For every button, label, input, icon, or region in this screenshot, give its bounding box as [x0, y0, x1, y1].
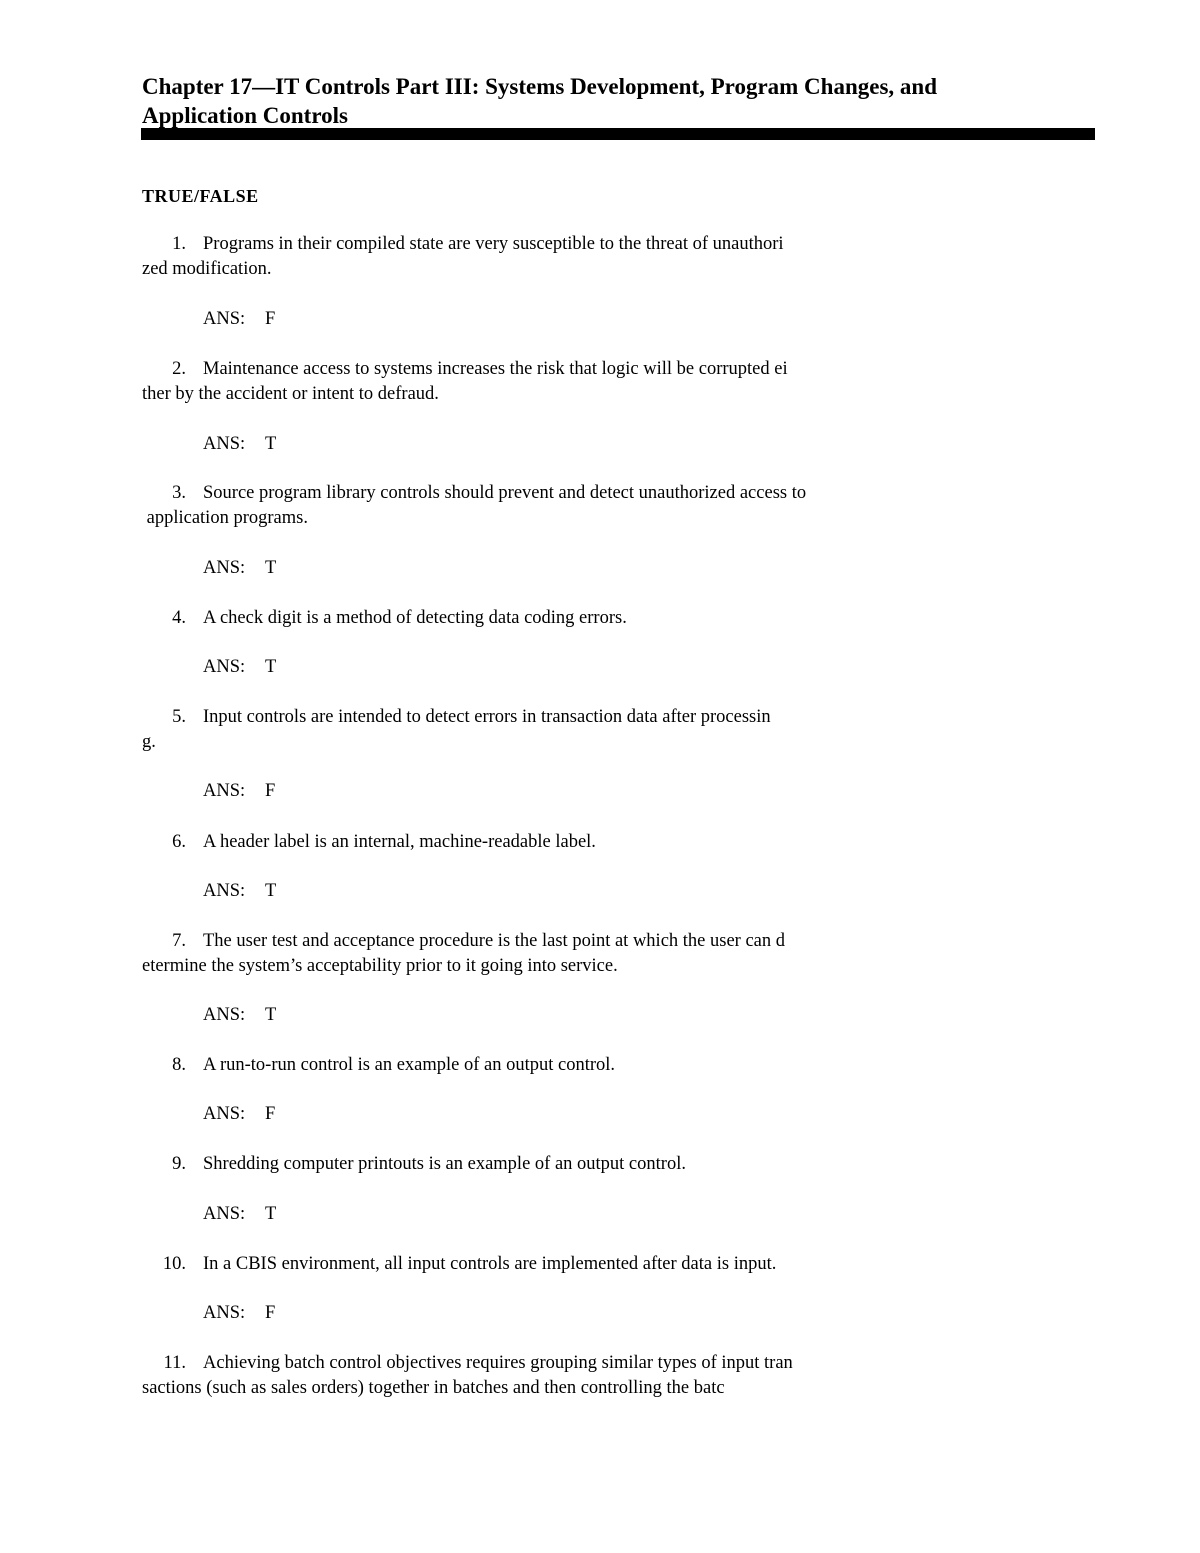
- answer-label: ANS:: [203, 1104, 246, 1124]
- answer-line: [203, 1202, 276, 1227]
- question-number: 4.: [172, 608, 186, 628]
- question-text: Achieving batch control objectives requires grouping similar types of input tran: [203, 1353, 793, 1373]
- answer-value: T: [265, 657, 277, 677]
- question-text-continued: ther by the accident or intent to defraud.: [142, 384, 439, 404]
- answer-value: F: [265, 1104, 276, 1124]
- answer-value: F: [265, 309, 276, 329]
- section-heading: TRUE/FALSE: [142, 186, 259, 206]
- answer-label: ANS:: [203, 1005, 246, 1025]
- question-number: 7.: [172, 931, 186, 951]
- answer-line: [203, 655, 276, 680]
- answer-line: [203, 1301, 275, 1326]
- answer-value: T: [265, 881, 277, 901]
- answer-value: T: [265, 1204, 277, 1224]
- answer-label: ANS:: [203, 434, 246, 454]
- question-text: Source program library controls should prevent and detect unauthorized access to: [203, 483, 807, 503]
- question-text-continued: etermine the system’s acceptability prior to it going into service.: [142, 956, 618, 976]
- answer-line: [203, 779, 275, 804]
- question-text-continued: g.: [142, 732, 156, 752]
- question-text: Programs in their compiled state are very susceptible to the threat of unauthori: [203, 234, 784, 254]
- question-text-continued: zed modification.: [142, 259, 272, 279]
- question-text-continued: application programs.: [142, 508, 308, 528]
- answer-label: ANS:: [203, 781, 246, 801]
- answer-label: ANS:: [203, 309, 246, 329]
- question-number: 5.: [172, 707, 186, 727]
- question-item: [142, 1351, 912, 1401]
- answer-line: [203, 1102, 275, 1127]
- title-rule: [141, 128, 1095, 140]
- answer-value: F: [265, 781, 276, 801]
- answer-value: T: [265, 1005, 277, 1025]
- question-item: [142, 1053, 912, 1078]
- question-item: [142, 1252, 912, 1277]
- question-item: [142, 705, 912, 755]
- answer-label: ANS:: [203, 657, 246, 677]
- question-item: [142, 606, 912, 631]
- question-number: 11.: [163, 1353, 186, 1373]
- question-item: [142, 830, 912, 855]
- chapter-title-line-1: Chapter 17—IT Controls Part III: Systems Development, Program Changes, and: [142, 74, 937, 99]
- answer-label: ANS:: [203, 881, 246, 901]
- answer-label: ANS:: [203, 558, 246, 578]
- question-text: In a CBIS environment, all input controls are implemented after data is input.: [203, 1254, 777, 1274]
- answer-line: [203, 556, 276, 581]
- question-text: Maintenance access to systems increases the risk that logic will be corrupted ei: [203, 359, 788, 379]
- question-number: 10.: [162, 1254, 186, 1274]
- question-number: 6.: [172, 832, 186, 852]
- question-text: The user test and acceptance procedure is the last point at which the user can d: [203, 931, 786, 951]
- question-item: [142, 481, 912, 531]
- question-text: A header label is an internal, machine-readable label.: [203, 832, 596, 852]
- answer-line: [203, 879, 276, 904]
- answer-value: T: [265, 434, 277, 454]
- answer-line: [203, 307, 275, 332]
- question-number: 1.: [172, 234, 186, 254]
- question-number: 2.: [172, 359, 186, 379]
- chapter-title-line-2: Application Controls: [142, 103, 348, 128]
- chapter-title: [142, 72, 1102, 130]
- question-number: 8.: [172, 1055, 186, 1075]
- question-number: 9.: [172, 1154, 186, 1174]
- answer-line: [203, 1003, 276, 1028]
- question-number: 3.: [172, 483, 186, 503]
- answer-label: ANS:: [203, 1204, 246, 1224]
- question-item: [142, 929, 912, 979]
- answer-value: T: [265, 558, 277, 578]
- question-item: [142, 1152, 912, 1177]
- question-item: [142, 232, 912, 282]
- answer-label: ANS:: [203, 1303, 246, 1323]
- question-text: Shredding computer printouts is an example of an output control.: [203, 1154, 686, 1174]
- question-text-continued: sactions (such as sales orders) together in batches and then controlling the batc: [142, 1378, 725, 1398]
- question-text: Input controls are intended to detect errors in transaction data after processin: [203, 707, 771, 727]
- question-text: A run-to-run control is an example of an output control.: [203, 1055, 616, 1075]
- question-item: [142, 357, 912, 407]
- answer-line: [203, 432, 276, 457]
- answer-value: F: [265, 1303, 276, 1323]
- question-text: A check digit is a method of detecting data coding errors.: [203, 608, 627, 628]
